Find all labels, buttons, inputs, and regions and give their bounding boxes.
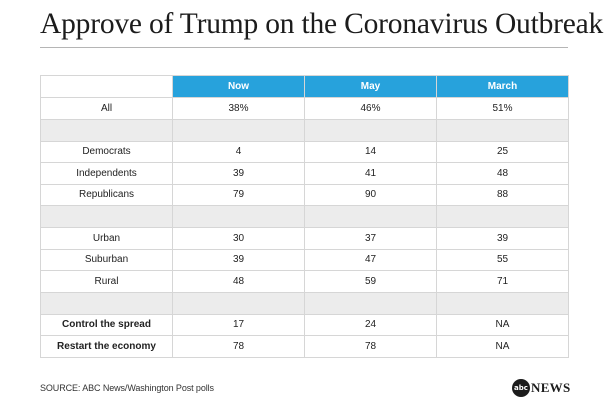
abc-logo-icon: abc <box>512 379 530 397</box>
value-cell: 88 <box>437 184 569 206</box>
value-cell: NA <box>437 314 569 336</box>
value-cell: 79 <box>173 184 305 206</box>
value-cell: 37 <box>305 228 437 250</box>
value-cell: 78 <box>173 336 305 358</box>
row-label: Democrats <box>41 141 173 163</box>
value-cell: 39 <box>173 163 305 185</box>
value-cell: 39 <box>173 249 305 271</box>
value-cell: 78 <box>305 336 437 358</box>
value-cell: 55 <box>437 249 569 271</box>
value-cell: 38% <box>173 98 305 120</box>
row-label: Suburban <box>41 249 173 271</box>
value-cell: 51% <box>437 98 569 120</box>
table-body <box>41 98 569 358</box>
table-row <box>41 163 569 185</box>
row-label: Independents <box>41 163 173 185</box>
table-row <box>41 141 569 163</box>
value-cell: 14 <box>305 141 437 163</box>
value-cell: 25 <box>437 141 569 163</box>
source-note: SOURCE: ABC News/Washington Post polls <box>40 383 214 393</box>
value-cell: 90 <box>305 184 437 206</box>
value-cell: 47 <box>305 249 437 271</box>
separator-cell <box>437 119 569 141</box>
separator-row <box>41 292 569 314</box>
separator-cell <box>173 206 305 228</box>
value-cell: 71 <box>437 271 569 293</box>
value-cell: NA <box>437 336 569 358</box>
separator-cell <box>41 119 173 141</box>
value-cell: 48 <box>173 271 305 293</box>
approval-table <box>40 75 569 358</box>
value-cell: 41 <box>305 163 437 185</box>
value-cell: 30 <box>173 228 305 250</box>
separator-row <box>41 119 569 141</box>
separator-cell <box>173 292 305 314</box>
value-cell: 39 <box>437 228 569 250</box>
separator-cell <box>437 206 569 228</box>
table-row <box>41 184 569 206</box>
table-row <box>41 271 569 293</box>
row-label: Restart the economy <box>41 336 173 358</box>
separator-cell <box>437 292 569 314</box>
table-row <box>41 98 569 120</box>
separator-cell <box>173 119 305 141</box>
table-row <box>41 314 569 336</box>
row-label: All <box>41 98 173 120</box>
column-header-now: Now <box>173 76 305 98</box>
column-header-may: May <box>305 76 437 98</box>
news-wordmark: NEWS <box>531 380 571 395</box>
column-header-march: March <box>437 76 569 98</box>
table-row <box>41 249 569 271</box>
separator-cell <box>41 292 173 314</box>
value-cell: 24 <box>305 314 437 336</box>
chart-title: Approve of Trump on the Coronavirus Outbreak <box>40 8 604 40</box>
value-cell: 48 <box>437 163 569 185</box>
header-row <box>41 76 569 98</box>
table-row <box>41 336 569 358</box>
separator-cell <box>305 206 437 228</box>
row-label: Rural <box>41 271 173 293</box>
value-cell: 46% <box>305 98 437 120</box>
separator-row <box>41 206 569 228</box>
separator-cell <box>41 206 173 228</box>
row-label: Republicans <box>41 184 173 206</box>
value-cell: 17 <box>173 314 305 336</box>
title-divider <box>40 47 568 48</box>
row-label: Control the spread <box>41 314 173 336</box>
abc-news-logo <box>512 378 571 398</box>
row-label: Urban <box>41 228 173 250</box>
table-row <box>41 228 569 250</box>
separator-cell <box>305 119 437 141</box>
header-corner-cell <box>41 76 173 98</box>
value-cell: 4 <box>173 141 305 163</box>
separator-cell <box>305 292 437 314</box>
value-cell: 59 <box>305 271 437 293</box>
